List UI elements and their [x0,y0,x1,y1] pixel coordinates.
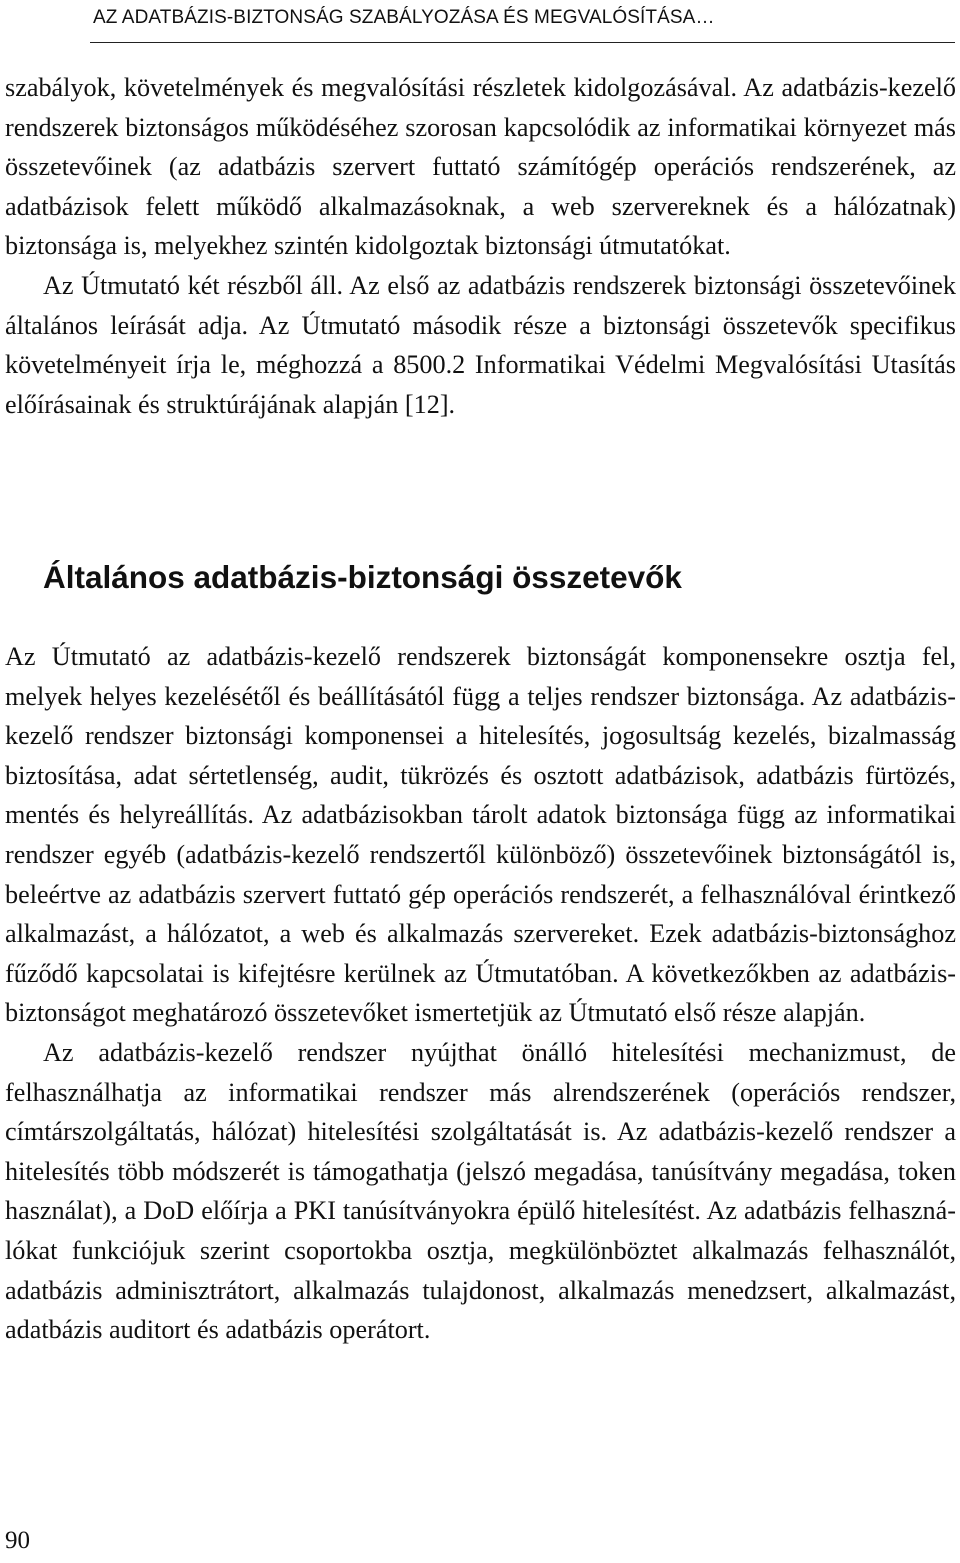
running-header: AZ ADATBÁZIS-BIZTONSÁG SZABÁLYOZÁSA ÉS MEGVALÓSÍTÁSA… [93,7,715,28]
body-text-top [5,68,956,424]
paragraph-authentication: Az adatbázis-kezelő rendszer nyújthat önálló hitelesítési mechanizmust, de felhasználhatja az informatikai rendszer más alrendszerének (operációs rendszer, címtárszolgáltatás, hálózat) hitelesítési szolgáltatását is. Az adatbázis-kezelő rendszer a hitelesítés több módszerét is támogathatja (jelszó megadása, tanúsítvány megadása, token használat), a DoD előírja a PKI tanúsítványokra épülő hitelesítést. Az adatbázis felhasználókat funkciójuk szerint csoportokba osztja, megkülönböztet alkalmazás felhasználót, adatbázis adminisztrátort, alkalmazás tulajdonost, alkalmazás menedzsert, alkalmazást, adatbázis auditort és adatbázis operátort. [5,1037,956,1345]
section-heading: Általános adatbázis-biztonsági összetevők [43,559,682,595]
paragraph-guide-structure: Az Útmutató két részből áll. Az első az adatbázis rendszerek biztonsági összetevőinek általános leírását adja. Az Útmutató második része a biztonsági összetevők specifikus követelményeit írja le, méghozzá a 8500.2 Informatikai Védelmi Megvalósítási Utasítás előírásainak és struktúrájának alapján [12]. [5,270,956,419]
paragraph-continuation: szabályok, követelmények és megvalósítási részletek kidolgozásával. Az adatbázis-kezelő rendszerek biztonságos működéséhez szorosan kapcsolódik az informatikai környezet más összetevőinek (az adatbázis szervert futtató számítógép operációs rendszerének, az adatbázisok felett működő alkalmazásoknak, a web szervereknek és a hálózatnak) biztonsága is, melyekhez szintén kidolgoztak biztonsági útmutatókat. [5,73,956,261]
page-number: 90 [5,1527,30,1554]
section-body-text [5,637,956,1350]
header-rule [90,42,955,43]
paragraph-components: Az Útmutató az adatbázis-kezelő rendszerek biztonságát komponensekre osztja fel, melyek helyes kezelésétől és beállításától függ a teljes rendszer biztonsága. Az adatbázis-kezelő rendszer biztonsági komponensei a hitelesítés, jogosultság kezelés, bizalmasság biztosítása, adat sértetlenség, audit, tükrözés és osztott adatbázisok, adatbázis fürtözés, mentés és helyreállítás. Az adatbázisokban tárolt adatok biztonsága függ az informatikai rendszer egyéb (adatbázis-kezelő rendszertől különböző) összetevőinek biztonságától is, beleértve az adatbázis szervert futtató gép operációs rendszerét, a felhasználóval érintkező alkalmazást, a hálózatot, a web és alkalmazás szervereket. Ezek adatbázis-biztonsághoz fűződő kapcsolatai is kifejtésre kerülnek az Útmutatóban. A következőkben az adatbázis-biztonságot meghatározó összetevőket ismertetjük az Útmutató első része alapján. [5,642,956,1028]
